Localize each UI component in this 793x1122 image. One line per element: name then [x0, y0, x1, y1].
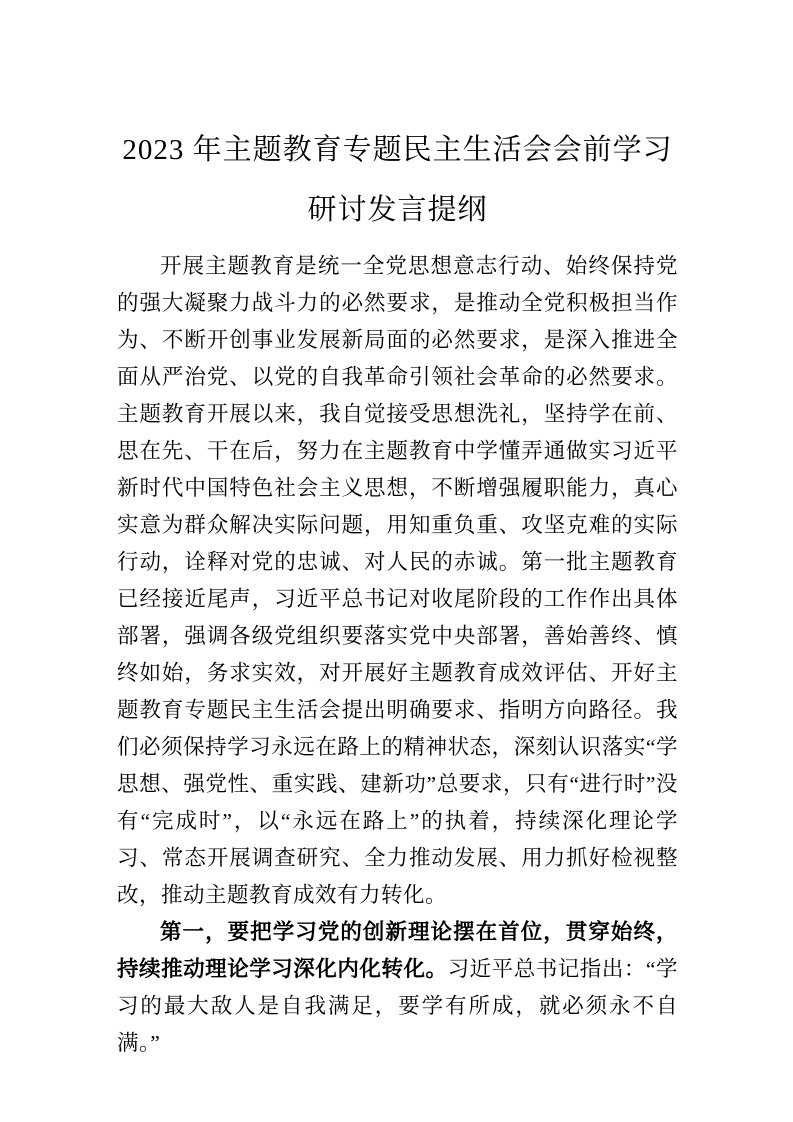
- paragraph-point-one-body: 习近平总书记指出：“学习的最大敌人是自我满足，要学有所成，就必须永不自满。”: [117, 957, 678, 1055]
- document-title-line-1: 2023 年主题教育专题民主生活会会前学习: [122, 134, 673, 166]
- paragraph-point-one: [117, 914, 678, 1062]
- paragraph-point-one-lead: 第一，要把学习党的创新理论摆在首位，贯穿始终，持续推动理论学习深化内化转化。: [117, 920, 678, 981]
- paragraph-intro: 开展主题教育是统一全党思想意志行动、始终保持党的强大凝聚力战斗力的必然要求，是推动全党积极担当作为、不断开创事业发展新局面的必然要求，是深入推进全面从严治党、以党的自我革命引领社会革命的必然要求。主题教育开展以来，我自觉接受思想洗礼，坚持学在前、思在先、干在后，努力在主题教育中学懂弄通做实习近平新时代中国特色社会主义思想，不断增强履职能力，真心实意为群众解决实际问题，用知重负重、攻坚克难的实际行动，诠释对党的忠诚、对人民的赤诚。第一批主题教育已经接近尾声，习近平总书记对收尾阶段的工作作出具体部署，强调各级党组织要落实党中央部署，善始善终、慎终如始，务求实效，对开展好主题教育成效评估、开好主题教育专题民主生活会提出明确要求、指明方向路径。我们必须保持学习永远在路上的精神状态，深刻认识落实“学思想、强党性、重实践、建新功”总要求，只有“进行时”没有“完成时”，以“永远在路上”的执着，持续深化理论学习、常态开展调查研究、全力推动发展、用力抓好检视整改，推动主题教育成效有力转化。: [117, 254, 678, 907]
- document-title-line-2: 研讨发言提纲: [307, 194, 488, 226]
- document-title: [117, 120, 678, 240]
